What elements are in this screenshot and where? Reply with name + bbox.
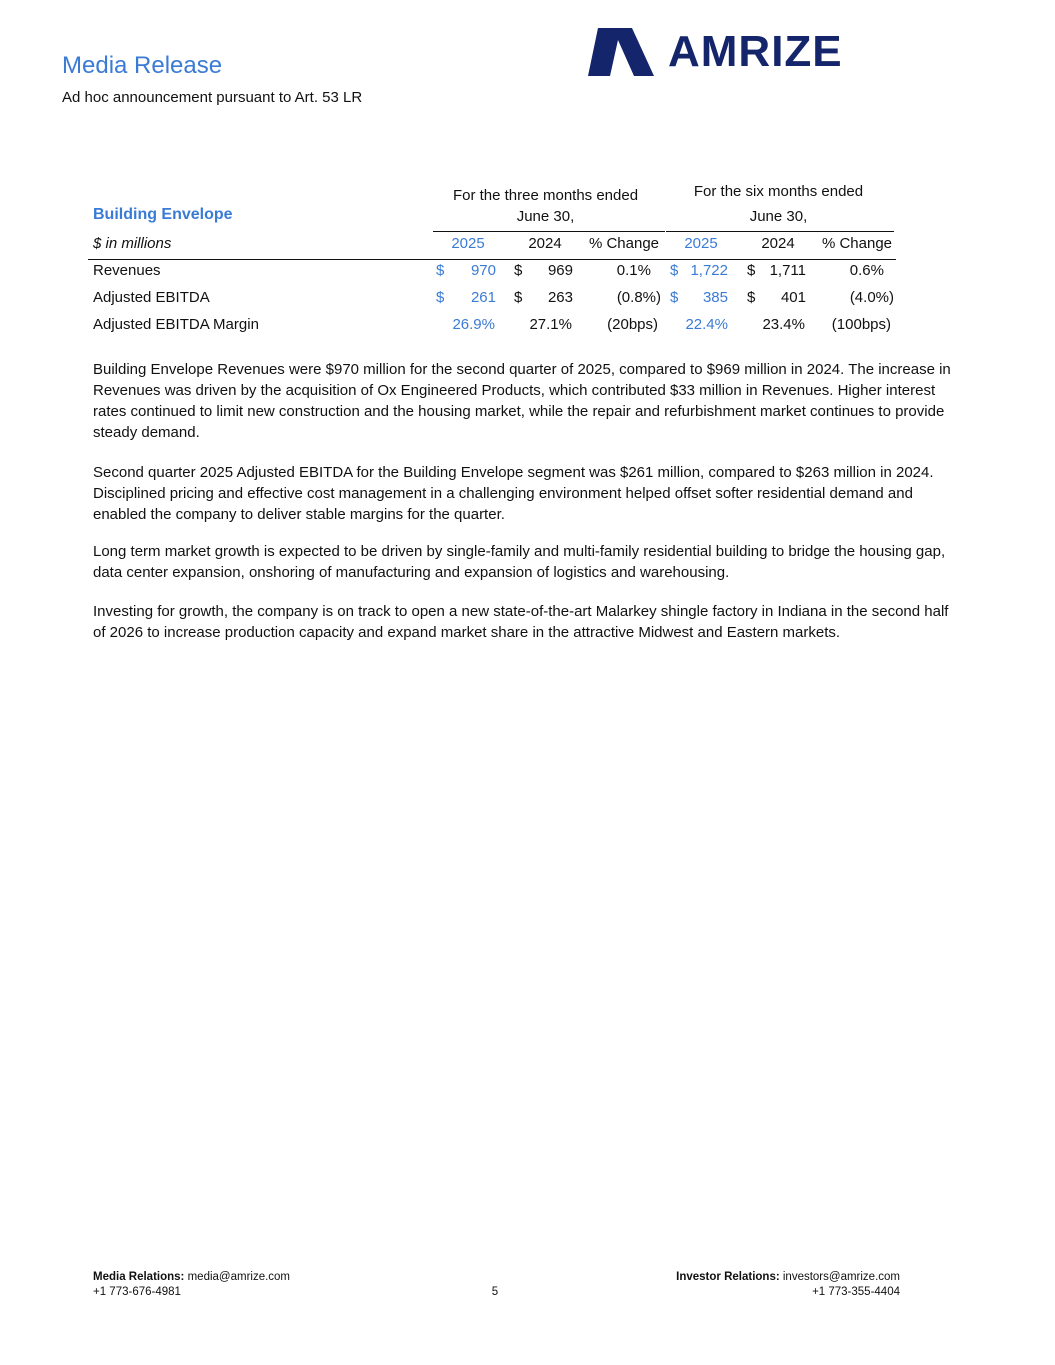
investor-email-link[interactable]: investors@amrize.com <box>782 1271 900 1283</box>
row-label: Adjusted EBITDA Margin <box>93 316 259 333</box>
currency-symbol: $ <box>747 289 756 306</box>
paragraph-investment: Investing for growth, the company is on track to open a new state-of-the-art Malarkey shingle factory in Indiana in the second half of 2026 to increase production capacity and expand market share in the attractive Midwest and Eastern markets. <box>93 603 949 641</box>
row-label: Revenues <box>93 262 161 279</box>
value-2025-six: 22.4% <box>685 316 728 333</box>
unit-label: $ in millions <box>93 235 172 252</box>
value-2024-six: 401 <box>780 289 806 306</box>
col-change-six: % Change <box>821 235 893 252</box>
value-2024-six: 23.4% <box>762 316 805 333</box>
col-2024-three: 2024 <box>528 235 562 252</box>
value-change-six: (100bps) <box>831 316 891 333</box>
six-months-underline <box>666 231 894 232</box>
media-relations-label: Media Relations: <box>93 1271 185 1283</box>
six-months-header-line2: June 30, <box>749 208 808 225</box>
amrize-logo-mark-icon <box>588 26 658 78</box>
currency-symbol: $ <box>514 262 523 279</box>
currency-symbol: $ <box>436 289 445 306</box>
value-2024-three: 27.1% <box>529 316 572 333</box>
value-2024-three: 969 <box>547 262 573 279</box>
value-2024-three: 263 <box>547 289 573 306</box>
media-email-link[interactable]: media@amrize.com <box>187 1271 291 1283</box>
three-months-underline <box>433 231 665 232</box>
page-number: 5 <box>491 1286 499 1298</box>
page-title: Media Release <box>62 52 223 79</box>
value-2025-three: 261 <box>470 289 496 306</box>
investor-phone: +1 773-355-4404 <box>812 1286 900 1298</box>
three-months-header-line1: For the three months ended <box>452 187 639 204</box>
value-change-six: (4.0%) <box>849 289 894 306</box>
value-change-three: (20bps) <box>607 316 658 333</box>
media-relations-block <box>93 1270 290 1300</box>
currency-symbol: $ <box>670 289 679 306</box>
col-change-three: % Change <box>588 235 660 252</box>
header-rule <box>88 259 896 260</box>
investor-relations-block <box>600 1270 900 1300</box>
value-change-six: 0.6% <box>849 262 884 279</box>
value-change-three: 0.1% <box>616 262 651 279</box>
currency-symbol: $ <box>670 262 679 279</box>
paragraph-ebitda: Second quarter 2025 Adjusted EBITDA for the Building Envelope segment was $261 million, compared to $263 million in 2024. Disciplined pricing and effective cost management in a challenging environment helped offset softer residential demand and enabled the company to deliver stable margins for the quarter. <box>93 464 934 523</box>
section-title: Building Envelope <box>93 206 233 223</box>
six-months-header-line1: For the six months ended <box>693 183 864 200</box>
value-2024-six: 1,711 <box>769 262 806 279</box>
value-2025-three: 970 <box>470 262 496 279</box>
page-subtitle: Ad hoc announcement pursuant to Art. 53 LR <box>62 89 363 106</box>
investor-relations-label: Investor Relations: <box>676 1271 780 1283</box>
col-2025-three: 2025 <box>451 235 485 252</box>
currency-symbol: $ <box>747 262 756 279</box>
row-label: Adjusted EBITDA <box>93 289 210 306</box>
paragraph-growth: Long term market growth is expected to be driven by single-family and multi-family residential building to bridge the housing gap, data center expansion, onshoring of manufacturing and expansion of logistics and warehousing. <box>93 543 946 581</box>
currency-symbol: $ <box>514 289 523 306</box>
value-2025-three: 26.9% <box>452 316 495 333</box>
three-months-header-line2: June 30, <box>516 208 575 225</box>
value-change-three: (0.8%) <box>616 289 661 306</box>
col-2024-six: 2024 <box>761 235 795 252</box>
col-2025-six: 2025 <box>684 235 718 252</box>
paragraph-revenues: Building Envelope Revenues were $970 million for the second quarter of 2025, compared to $969 million in 2024. The increase in Revenues was driven by the acquisition of Ox Engineered Products, which contributed $33 million in Revenues. Higher interest rates continued to limit new construction and the housing market, while the repair and refurbishment market continues to provide steady demand. <box>93 361 951 441</box>
media-phone: +1 773-676-4981 <box>93 1286 181 1298</box>
currency-symbol: $ <box>436 262 445 279</box>
value-2025-six: 385 <box>702 289 728 306</box>
building-envelope-table <box>88 180 898 340</box>
amrize-logo <box>588 26 864 78</box>
value-2025-six: 1,722 <box>690 262 728 279</box>
logo-wordmark: AMRIZE <box>668 27 843 76</box>
